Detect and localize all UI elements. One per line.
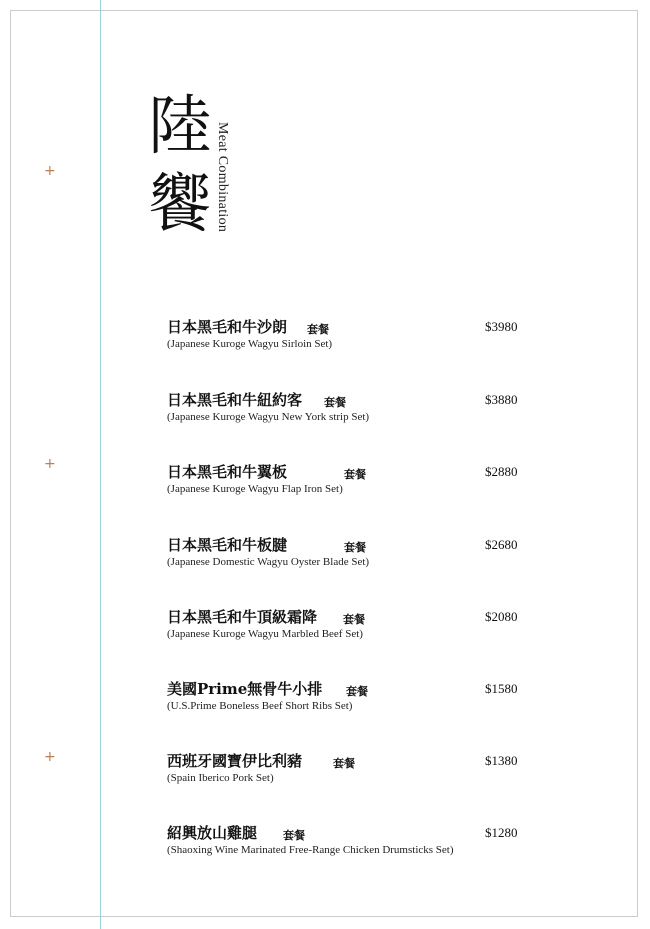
item-name: 日本黑毛和牛紐約客 <box>167 391 303 409</box>
crosshair-mark: + <box>44 163 56 179</box>
menu-item <box>167 463 527 497</box>
item-set-label: 套餐 <box>324 396 346 409</box>
item-price: $3880 <box>485 392 518 407</box>
item-price: $1280 <box>485 825 518 840</box>
item-name: 日本黑毛和牛板腱 <box>167 536 288 554</box>
item-price: $1580 <box>485 681 518 696</box>
item-english-name: (Japanese Kuroge Wagyu Flap Iron Set) <box>167 483 343 495</box>
menu-item <box>167 391 527 425</box>
section-title-english: Meat Combination <box>215 122 230 233</box>
item-price: $2080 <box>485 609 518 624</box>
item-english-name: (Japanese Kuroge Wagyu Marbled Beef Set) <box>167 628 363 640</box>
guide-line <box>100 0 101 929</box>
item-name: 日本黑毛和牛沙朗 <box>167 318 288 336</box>
item-name: 美國Prime無骨牛小排 <box>167 680 323 698</box>
item-set-label: 套餐 <box>333 757 355 770</box>
item-name: 紹興放山雞腿 <box>167 824 258 842</box>
item-price: $3980 <box>485 319 518 334</box>
item-english-name: (Japanese Domestic Wagyu Oyster Blade Set) <box>167 556 370 568</box>
item-english-name: (Japanese Kuroge Wagyu New York strip Set) <box>167 411 370 423</box>
item-set-label: 套餐 <box>346 685 368 698</box>
item-price: $2880 <box>485 464 518 479</box>
menu-item <box>167 680 527 714</box>
item-english-name: (Shaoxing Wine Marinated Free-Range Chicken Drumsticks Set) <box>167 844 454 856</box>
item-english-name: (U.S.Prime Boneless Beef Short Ribs Set) <box>167 700 353 712</box>
item-set-label: 套餐 <box>344 541 366 554</box>
item-set-label: 套餐 <box>307 323 329 336</box>
item-name: 西班牙國寶伊比利豬 <box>167 752 303 770</box>
item-english-name: (Japanese Kuroge Wagyu Sirloin Set) <box>167 338 333 350</box>
menu-item <box>167 752 527 786</box>
crosshair-mark: + <box>44 749 56 765</box>
section-title-chinese: 陸饗 <box>148 90 212 242</box>
item-set-label: 套餐 <box>283 829 305 842</box>
menu-item <box>167 536 527 570</box>
menu-item <box>167 824 527 858</box>
item-price: $1380 <box>485 753 518 768</box>
item-set-label: 套餐 <box>343 613 365 626</box>
item-set-label: 套餐 <box>344 468 366 481</box>
item-english-name: (Spain Iberico Pork Set) <box>167 772 274 784</box>
menu-item <box>167 318 527 352</box>
item-name: 日本黑毛和牛頂級霜降 <box>167 608 318 626</box>
item-price: $2680 <box>485 537 518 552</box>
item-name: 日本黑毛和牛翼板 <box>167 463 288 481</box>
menu-item <box>167 608 527 642</box>
crosshair-mark: + <box>44 456 56 472</box>
